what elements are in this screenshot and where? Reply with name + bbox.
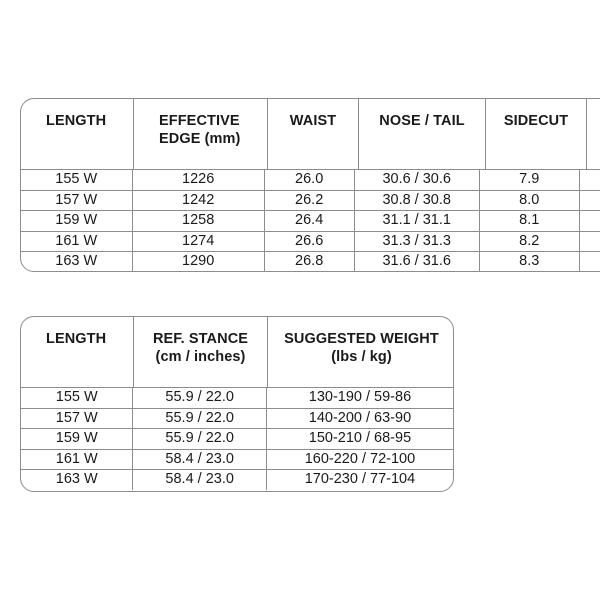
header-sidecut <box>486 99 587 169</box>
table-cell: 163 W <box>21 470 133 490</box>
table-cell: 26.0 <box>265 170 355 190</box>
dimensions-table <box>20 98 600 272</box>
header-length-label: LENGTH <box>46 113 107 129</box>
table-row <box>21 408 453 429</box>
table-cell: 26.2 <box>265 191 355 211</box>
table-cell: 58.4 / 23.0 <box>133 470 266 490</box>
table-cell: 30.8 / 30.8 <box>355 191 480 211</box>
table-cell: 55.9 / 22.0 <box>133 388 266 408</box>
header-effective-edge <box>134 99 268 169</box>
table-cell: 155 W <box>21 170 133 190</box>
header-effective-edge-line2: EDGE (mm) <box>159 131 241 147</box>
table-cell: 8.2 <box>480 232 580 252</box>
table-cell <box>580 252 600 272</box>
table-cell: 7.9 <box>480 170 580 190</box>
table-row <box>21 231 600 252</box>
table-cell: 150-210 / 68-95 <box>308 430 412 447</box>
table-cell <box>580 211 600 231</box>
header-nose-tail <box>359 99 486 169</box>
table-cell: 31.6 / 31.6 <box>355 252 480 272</box>
header-effective-edge-line1: EFFECTIVE <box>159 113 240 129</box>
table-cell: 31.3 / 31.3 <box>355 232 480 252</box>
header-extra <box>587 99 600 169</box>
table-cell: 8.1 <box>480 211 580 231</box>
table-row <box>21 169 600 190</box>
header-sidecut-label: SIDECUT <box>503 113 569 129</box>
header-suggested-weight-line1: SUGGESTED WEIGHT <box>284 331 439 347</box>
table-cell: 159 W <box>21 429 133 449</box>
table-row <box>21 190 600 211</box>
table-header-row <box>21 99 600 169</box>
table-header-row <box>21 317 454 387</box>
table-cell: 159 W <box>21 211 133 231</box>
table-cell: 55.9 / 22.0 <box>133 429 266 449</box>
header-ref-stance-line2: (cm / inches) <box>155 349 246 365</box>
table-cell: 1274 <box>133 232 265 252</box>
table-cell <box>580 232 600 252</box>
table-row <box>21 469 453 490</box>
header-suggested-weight <box>268 317 454 387</box>
table-row <box>21 210 600 231</box>
table-cell: 163 W <box>21 252 133 272</box>
table-cell: 155 W <box>21 388 133 408</box>
table-cell: 1290 <box>133 252 265 272</box>
table-cell: 157 W <box>21 191 133 211</box>
table-row <box>21 428 453 449</box>
table-cell: 30.6 / 30.6 <box>355 170 480 190</box>
table-cell: 140-200 / 63-90 <box>308 409 412 426</box>
header-suggested-weight-line2: (lbs / kg) <box>331 349 392 365</box>
table-cell: 130-190 / 59-86 <box>308 389 412 405</box>
table-body <box>21 387 453 491</box>
table-row <box>21 251 600 272</box>
table-cell: 161 W <box>21 450 133 470</box>
header-waist-label: WAIST <box>289 113 337 129</box>
header-length <box>21 317 134 387</box>
header-length-label: LENGTH <box>46 331 107 347</box>
table-row <box>21 387 453 408</box>
table-cell: 1226 <box>133 170 265 190</box>
stance-weight-table <box>20 316 454 492</box>
header-ref-stance-line1: REF. STANCE <box>152 331 249 347</box>
header-waist <box>268 99 359 169</box>
table-cell <box>580 191 600 211</box>
table-cell: 55.9 / 22.0 <box>133 409 266 429</box>
table-cell: 161 W <box>21 232 133 252</box>
table-cell <box>580 170 600 190</box>
table-cell: 26.4 <box>265 211 355 231</box>
table-row <box>21 449 453 470</box>
header-ref-stance <box>134 317 268 387</box>
table-cell: 157 W <box>21 409 133 429</box>
table-cell: 1258 <box>133 211 265 231</box>
table-cell: 31.1 / 31.1 <box>355 211 480 231</box>
table-body <box>21 169 600 271</box>
table-cell: 8.3 <box>480 252 580 272</box>
header-nose-tail-label: NOSE / TAIL <box>379 113 465 129</box>
table-cell: 58.4 / 23.0 <box>133 450 266 470</box>
header-length <box>21 99 134 169</box>
table-cell: 1242 <box>133 191 265 211</box>
table-cell: 160-220 / 72-100 <box>304 450 416 467</box>
table-cell: 26.8 <box>265 252 355 272</box>
table-cell: 26.6 <box>265 232 355 252</box>
table-cell: 8.0 <box>480 191 580 211</box>
table-cell: 170-230 / 77-104 <box>304 471 416 488</box>
